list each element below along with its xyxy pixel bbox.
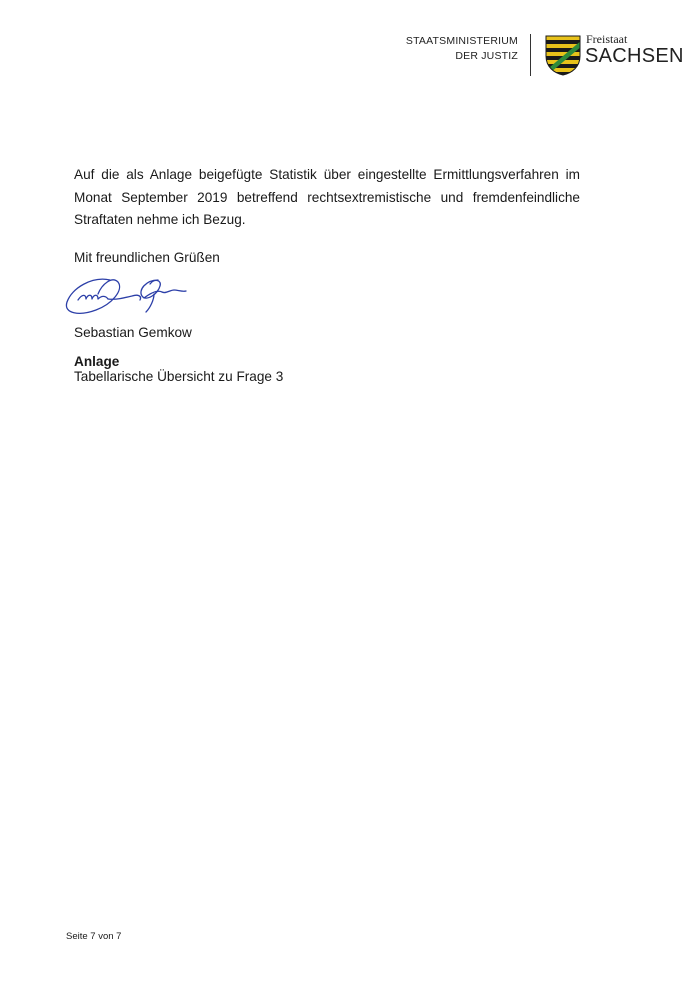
ministry-name [406, 34, 518, 64]
header-divider [530, 34, 531, 76]
letter-body-paragraph: Auf die als Anlage beigefügte Statistik über eingestellte Ermittlungsverfahren im Monat September 2019 betreffend rechtsextremistische und fremdenfeindliche Straftaten nehme ich Bezug. [74, 167, 580, 227]
page-number: Seite 7 von 7 [66, 931, 122, 942]
closing-salutation: Mit freundlichen Grüßen [74, 250, 220, 265]
handwritten-signature [62, 270, 188, 320]
state-name: SACHSEN [585, 45, 684, 67]
ministry-name-line1: STAATSMINISTERIUM [405, 35, 518, 47]
attachment-title: Tabellarische Übersicht zu Frage 3 [74, 369, 284, 384]
signer-name: Sebastian Gemkow [74, 325, 192, 340]
saxony-coat-of-arms-icon [544, 34, 582, 76]
ministry-name-line2: DER JUSTIZ [455, 50, 518, 62]
attachment-heading: Anlage [74, 354, 120, 369]
state-label: Freistaat [586, 32, 628, 46]
